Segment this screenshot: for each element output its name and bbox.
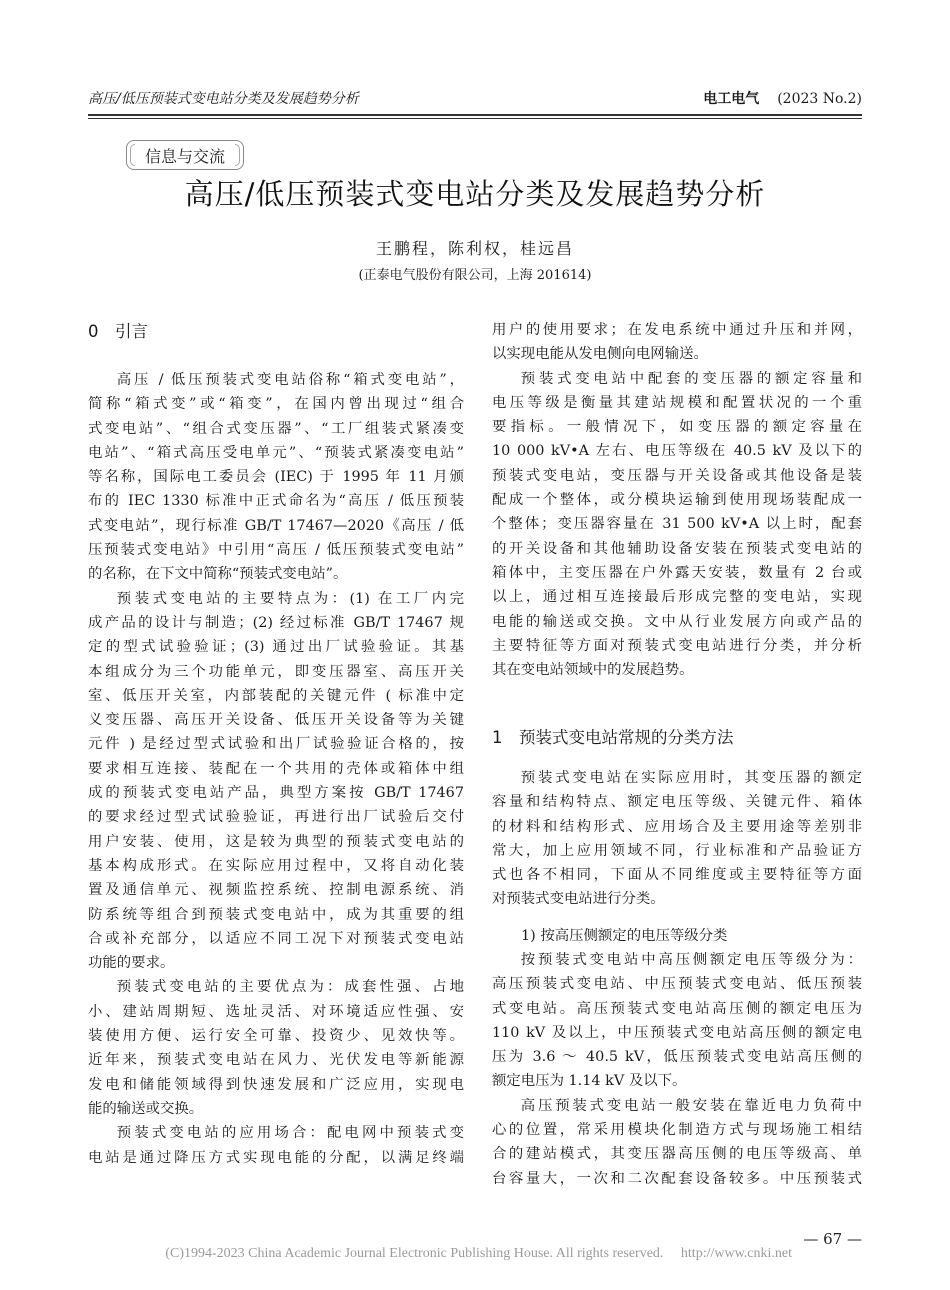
text-line: 高压预装式变电站、中压预装式变电站、低压预装: [492, 976, 862, 993]
section-tag-label: 信息与交流: [144, 146, 225, 166]
journal-issue: (2023 No.2): [777, 91, 862, 107]
text-line: 成产品的设计与制造；(2) 经过标准 GB/T 17467 规: [88, 614, 464, 631]
section-heading-introduction: 0 引言: [88, 322, 148, 341]
text-line: 元件 ) 是经过型式试验和出厂试验验证合格的，按: [88, 736, 464, 753]
text-line: 对预装式变电站进行分类。: [492, 891, 665, 908]
text-line: 预装式变电站的主要优点为：成套性强、占地: [116, 979, 464, 996]
right-column-bottom: [492, 948, 862, 1191]
text-line: 式也各不相同，下面从不同维度或主要特征等方面: [492, 867, 862, 884]
text-line: 的材料和结构形式、应用场合及主要用途等差别非: [492, 818, 862, 835]
text-line: 预装式变电站，变压器与开关设备或其他设备是装: [492, 467, 862, 484]
text-line: 简称“箱式变”或“箱变”，在国内曾出现过“组合: [88, 396, 464, 413]
text-line: 的开关设备和其他辅助设备安装在预装式变电站的: [492, 540, 862, 557]
article-authors: 王鹏程，陈利权，桂远昌: [375, 239, 574, 258]
text-line: 常大，加上应用领域不同，行业标准和产品验证方: [492, 842, 862, 859]
text-line: 式变电站”、“组合式变压器”、“工厂组装式紧凑变: [88, 420, 464, 437]
article-affiliation: (正泰电气股份有限公司，上海 201614): [358, 268, 592, 283]
text-line: 其在变电站领域中的发展趋势。: [492, 662, 694, 679]
text-line: 发电和储能领域得到快速发展和广泛应用，实现电: [88, 1076, 464, 1093]
section-tag: [126, 140, 244, 170]
text-line: 定的型式试验验证；(3) 通过出厂试验验证。其基: [88, 639, 464, 656]
text-line: 布的 IEC 1330 标准中正式命名为“高压 / 低压预装: [88, 493, 464, 510]
text-line: 用户安装、使用，这是较为典型的预装式变电站的: [88, 833, 464, 850]
text-line: 室、低压开关室，内部装配的关键元件 ( 标准中定: [88, 687, 464, 704]
text-line: 基本构成形式。在实际应用过程中，又将自动化装: [88, 857, 464, 874]
right-column-top: [492, 318, 862, 682]
text-line: 个整体；变压器容量在 31 500 kV•A 以上时，配套: [492, 516, 862, 533]
text-line: 等名称，国际电工委员会 (IEC) 于 1995 年 11 月颁: [88, 469, 464, 486]
text-line: 电压等级是衡量其建站规模和配置状况的一个重: [492, 394, 862, 411]
section-heading-classification: 1 预装式变电站常规的分类方法: [492, 728, 734, 747]
text-line: 电站”、“箱式高压受电单元”、“预装式紧凑变电站”: [88, 444, 464, 461]
text-line: 成的预装式变电站产品，典型方案按 GB/T 17467: [88, 785, 464, 802]
right-column-middle: [492, 766, 862, 912]
text-line: 式变电站。高压预装式变电站高压侧的额定电压为: [492, 1000, 862, 1017]
text-line: 的要求经过型式试验验证，再进行出厂试验后交付: [88, 809, 464, 826]
text-line: 额定电压为 1.14 kV 及以下。: [492, 1073, 687, 1090]
text-line: 预装式变电站的主要特点为：(1) 在工厂内完: [116, 590, 464, 607]
text-line: 容量和结构特点、额定电压等级、关键元件、箱体: [492, 794, 862, 811]
left-column: [88, 368, 464, 1170]
header-rule: [88, 114, 862, 116]
text-line: 本组成分为三个功能单元，即变压器室、高压开关: [88, 663, 464, 680]
running-header: [88, 88, 862, 114]
journal-name: 电工电气: [703, 91, 760, 107]
text-line: 小、建站周期短、选址灵活、对环境适应性强、安: [88, 1003, 464, 1020]
page-number: — 67 —: [803, 1230, 862, 1248]
text-line: 置及通信单元、视频监控系统、控制电源系统、消: [88, 882, 464, 899]
text-line: 预装式变电站中配套的变压器的额定容量和: [520, 370, 862, 387]
text-line: 压为 3.6 ～ 40.5 kV，低压预装式变电站高压侧的: [492, 1049, 862, 1066]
article-title: 高压/低压预装式变电站分类及发展趋势分析: [184, 177, 766, 211]
text-line: 电站是通过降压方式实现电能的分配，以满足终端: [88, 1149, 464, 1166]
text-line: 电能的输送或交换。文中从行业发展方向或产品的: [492, 613, 862, 630]
text-line: 以上，通过相互连接最后形成完整的变电站，实现: [492, 589, 862, 606]
text-line: 10 000 kV•A 左右、电压等级在 40.5 kV 及以下的: [492, 443, 862, 460]
text-line: 预装式变电站的应用场合：配电网中预装式变: [116, 1125, 464, 1142]
journal-info: [703, 88, 862, 108]
text-line: 配成一个整体，或分模块运输到使用现场装配成一: [492, 492, 862, 509]
text-line: 装使用方便、运行安全可靠、投资少、见效快等。: [88, 1028, 464, 1045]
text-line: 合的建站模式，其变压器高压侧的电压等级高、单: [492, 1146, 862, 1163]
text-line: 要指标。一般情况下，如变压器的额定容量在: [492, 419, 862, 436]
text-line: 近年来，预装式变电站在风力、光伏发电等新能源: [88, 1052, 464, 1069]
text-line: 高压预装式变电站一般安装在靠近电力负荷中: [520, 1097, 862, 1114]
text-line: 以实现电能从发电侧向电网输送。: [492, 346, 708, 363]
text-line: 式变电站”，现行标准 GB/T 17467—2020《高压 / 低: [88, 517, 464, 534]
text-line: 主要特征等方面对预装式变电站进行分类，并分析: [492, 637, 862, 654]
text-line: 能的输送或交换。: [88, 1100, 204, 1117]
text-line: 合或补充部分，以适应不同工况下对预装式变电站: [88, 930, 464, 947]
text-line: 用户的使用要求；在发电系统中通过升压和并网，: [492, 322, 862, 338]
text-line: 心的位置，常采用模块化制造方式与现场施工相结: [492, 1122, 862, 1139]
text-line: 功能的要求。: [88, 955, 175, 972]
header-rule-thin: [88, 118, 862, 119]
text-line: 高压 / 低压预装式变电站俗称“箱式变电站”，: [116, 372, 464, 388]
text-line: 义变压器、高压开关设备、低压开关设备等为关键: [88, 712, 464, 729]
subheading-voltage-class: 1) 按高压侧额定的电压等级分类: [521, 928, 728, 944]
text-line: 箱体中，主变压器在户外露天安装，数量有 2 台或: [492, 564, 862, 581]
text-line: 防系统等组合到预装式变电站中，成为其重要的组: [88, 906, 464, 923]
text-line: 要求相互连接、装配在一个共用的壳体或箱体中组: [88, 760, 464, 777]
text-line: 按预装式变电站中高压侧额定电压等级分为：: [520, 952, 862, 968]
text-line: 台容量大，一次和二次配套设备较多。中压预装式: [492, 1170, 862, 1187]
running-title: 高压/低压预装式变电站分类及发展趋势分析: [88, 91, 359, 107]
text-line: 压预装式变电站》中引用“高压 / 低压预装式变电站”: [88, 542, 464, 559]
text-line: 的名称，在下文中简称“预装式变电站”。: [88, 566, 348, 583]
copyright-notice: (C)1994-2023 China Academic Journal Electronic Publishing House. All rights reserved. http://www.cnki.net: [165, 1246, 792, 1261]
text-line: 110 kV 及以上，中压预装式变电站高压侧的额定电: [492, 1024, 862, 1041]
text-line: 预装式变电站在实际应用时，其变压器的额定: [520, 770, 862, 786]
